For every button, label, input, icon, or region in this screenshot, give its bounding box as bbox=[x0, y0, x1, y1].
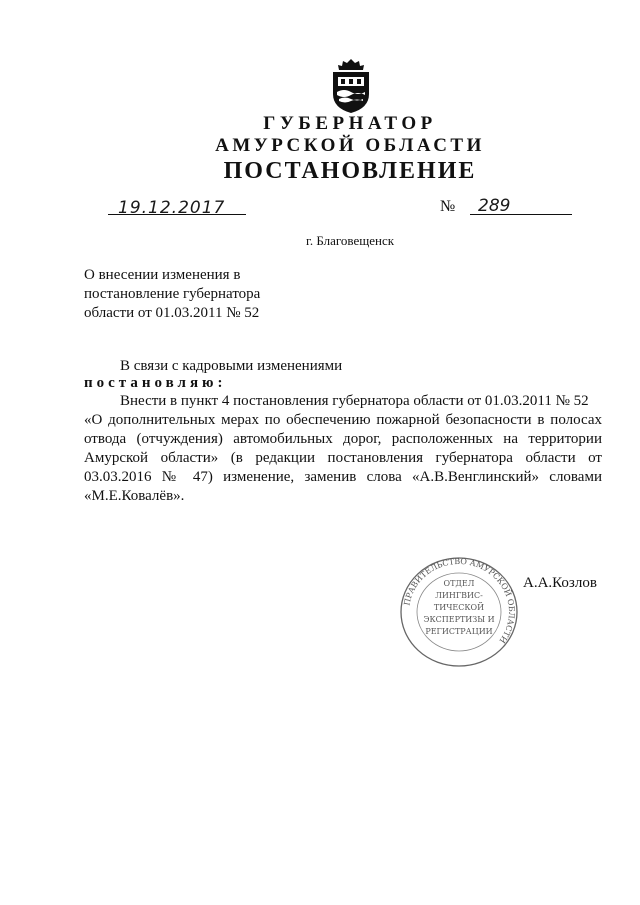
stamp-outer-text: ПРАВИТЕЛЬСТВО АМУРСКОЙ ОБЛАСТИ bbox=[402, 556, 517, 645]
number-underline bbox=[470, 214, 572, 215]
registration-stamp bbox=[398, 556, 520, 668]
stamp-line: ЭКСПЕРТИЗЫ И bbox=[423, 615, 495, 624]
body-line: «М.Е.Ковалёв». bbox=[84, 488, 185, 504]
stamp-line: ЛИНГВИС- bbox=[435, 591, 483, 600]
number-label: № bbox=[440, 198, 456, 215]
issuer-region: АМУРСКОЙ ОБЛАСТИ bbox=[215, 135, 485, 156]
body-line: Амурской области» (в редакции постановления губернатора области от bbox=[84, 450, 602, 466]
body-line: Внести в пункт 4 постановления губернатора области от 01.03.2011 № 52 bbox=[120, 393, 589, 409]
body-line: 03.03.2016 № 47) изменение, заменив слова «А.В.Венглинский» словами bbox=[84, 469, 602, 485]
document-type: ПОСТАНОВЛЕНИЕ bbox=[223, 158, 477, 184]
subject-line: О внесении изменения в bbox=[84, 267, 241, 283]
signer-name: А.А.Козлов bbox=[523, 575, 597, 591]
issuer-title: ГУБЕРНАТОР bbox=[263, 113, 437, 134]
coat-of-arms-icon bbox=[329, 58, 373, 114]
stamp-line: ТИЧЕСКОЙ bbox=[433, 603, 485, 612]
preamble: В связи с кадровыми изменениями bbox=[120, 358, 343, 374]
document-date: 19.12.2017 bbox=[118, 198, 226, 218]
body-line: «О дополнительных мерах по обеспечению пожарной безопасности в полосах bbox=[84, 412, 602, 428]
stamp-line: РЕГИСТРАЦИИ bbox=[425, 627, 493, 636]
document-subject bbox=[84, 266, 260, 323]
decree-word: постановляю: bbox=[84, 375, 227, 391]
city: г. Благовещенск bbox=[305, 233, 395, 248]
subject-line: постановление губернатора bbox=[84, 286, 261, 302]
body-line: отвода (отчуждения) автомобильных дорог, расположенных на территории bbox=[84, 431, 602, 447]
subject-line: области от 01.03.2011 № 52 bbox=[84, 305, 260, 321]
date-underline bbox=[108, 214, 246, 215]
stamp-line: ОТДЕЛ bbox=[443, 579, 475, 588]
document-number: 289 bbox=[478, 196, 511, 216]
decree-body bbox=[84, 392, 602, 506]
